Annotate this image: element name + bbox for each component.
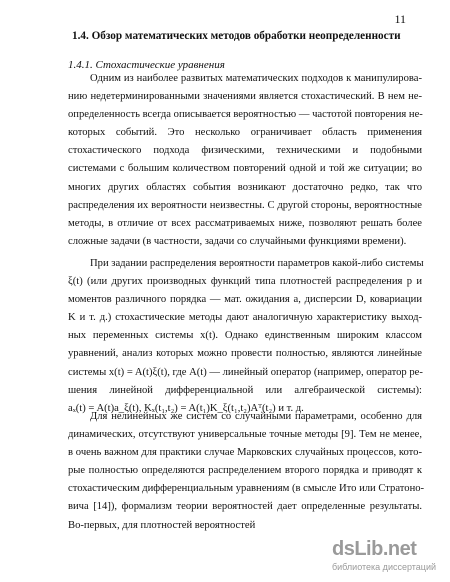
text-line: Во-первых, для плотностей вероятностей — [68, 519, 256, 531]
text-line: При задании распределения вероятности параметров какой-либо системы — [90, 258, 424, 269]
text-line: ξ(t) (или других производных функций типа плотностей распределения p и — [68, 276, 422, 288]
text-line: динамических, отсутствуют универсальные точные методы [9]. Тем не менее, — [68, 429, 422, 441]
paragraph-nonlinear-systems — [68, 408, 425, 535]
text-line: уравнений, анализ которых можно провести полностью, являются линейные — [68, 348, 422, 360]
text-line: сложные задачи (в частности, задачи со случайными функциями времени). — [68, 235, 407, 247]
formula-line: aₓ(t) = A(t)a_ξ(t), Kₓ(t₁,t₂) = A(t₁)K_ξ(t₁,t₂)Aᵀ(t₂) и т. д. — [68, 402, 304, 414]
watermark-subtitle: библиотека диссертаций — [332, 562, 437, 572]
text-line: в очень важном для практики случае Марковских случайных процессов, кото- — [68, 447, 422, 459]
text-line: K и т. д.) стохастические методы дают аналогичную характеристику выход- — [68, 312, 422, 324]
text-line: нию недетерминированными значениями является стохастический. В нем не- — [68, 91, 422, 103]
paragraph-linear-systems — [68, 255, 422, 418]
watermark — [332, 536, 442, 576]
section-title: 1.4. Обзор математических методов обработки неопределенности — [72, 30, 401, 42]
subsection-title: 1.4.1. Стохастические уравнения — [68, 59, 225, 71]
text-line: которых событий. Это несколько ограничивает область применения — [68, 127, 422, 139]
text-line: моментов различного порядка — мат. ожидания a, дисперсии D, ковариации — [68, 294, 422, 306]
text-line: распределения их вероятности неизвестны. С другой стороны, вероятностные — [68, 199, 422, 211]
text-line: стохастического подхода физическими, техническими и подобными — [68, 145, 422, 157]
text-line: системы x(t) = A(t)ξ(t), где A(t) — линейный оператор (например, оператор ре- — [68, 366, 423, 378]
text-line: многих других областях события возникают достаточно редко, так что — [68, 181, 422, 193]
text-line: системами с большим количеством повторений одной и той же ситуации; во — [68, 163, 422, 175]
text-line: стохастическим дифференциальным уравнениям (в смысле Ито или Стратоно- — [68, 483, 425, 495]
text-line: рые полностью определяются распределением второго порядка и приводят к — [68, 465, 422, 477]
watermark-logo: dsLib.net — [332, 538, 417, 560]
text-line: определенность всегда описывается вероятностью — частотой повторения не- — [68, 109, 423, 121]
text-line: ных переменных системы x(t). Однако единственным широким классом — [68, 330, 422, 342]
paragraph-stochastic-approach — [68, 70, 422, 251]
page-number: 11 — [394, 12, 406, 26]
text-line: вича [14]), формализм теории вероятностей дает определенные результаты. — [68, 501, 422, 513]
text-line: Одним из наиболее развитых математических подходов к манипулирова- — [90, 73, 422, 84]
text-line: Для нелинейных же систем со случайными параметрами, особенно для — [90, 411, 422, 422]
text-line: шения линейной дифференциальной или алгебраической системы): — [68, 384, 422, 396]
text-line: методы, в отличие от всех рассматриваемых ниже, позволяют решать более — [68, 217, 422, 229]
